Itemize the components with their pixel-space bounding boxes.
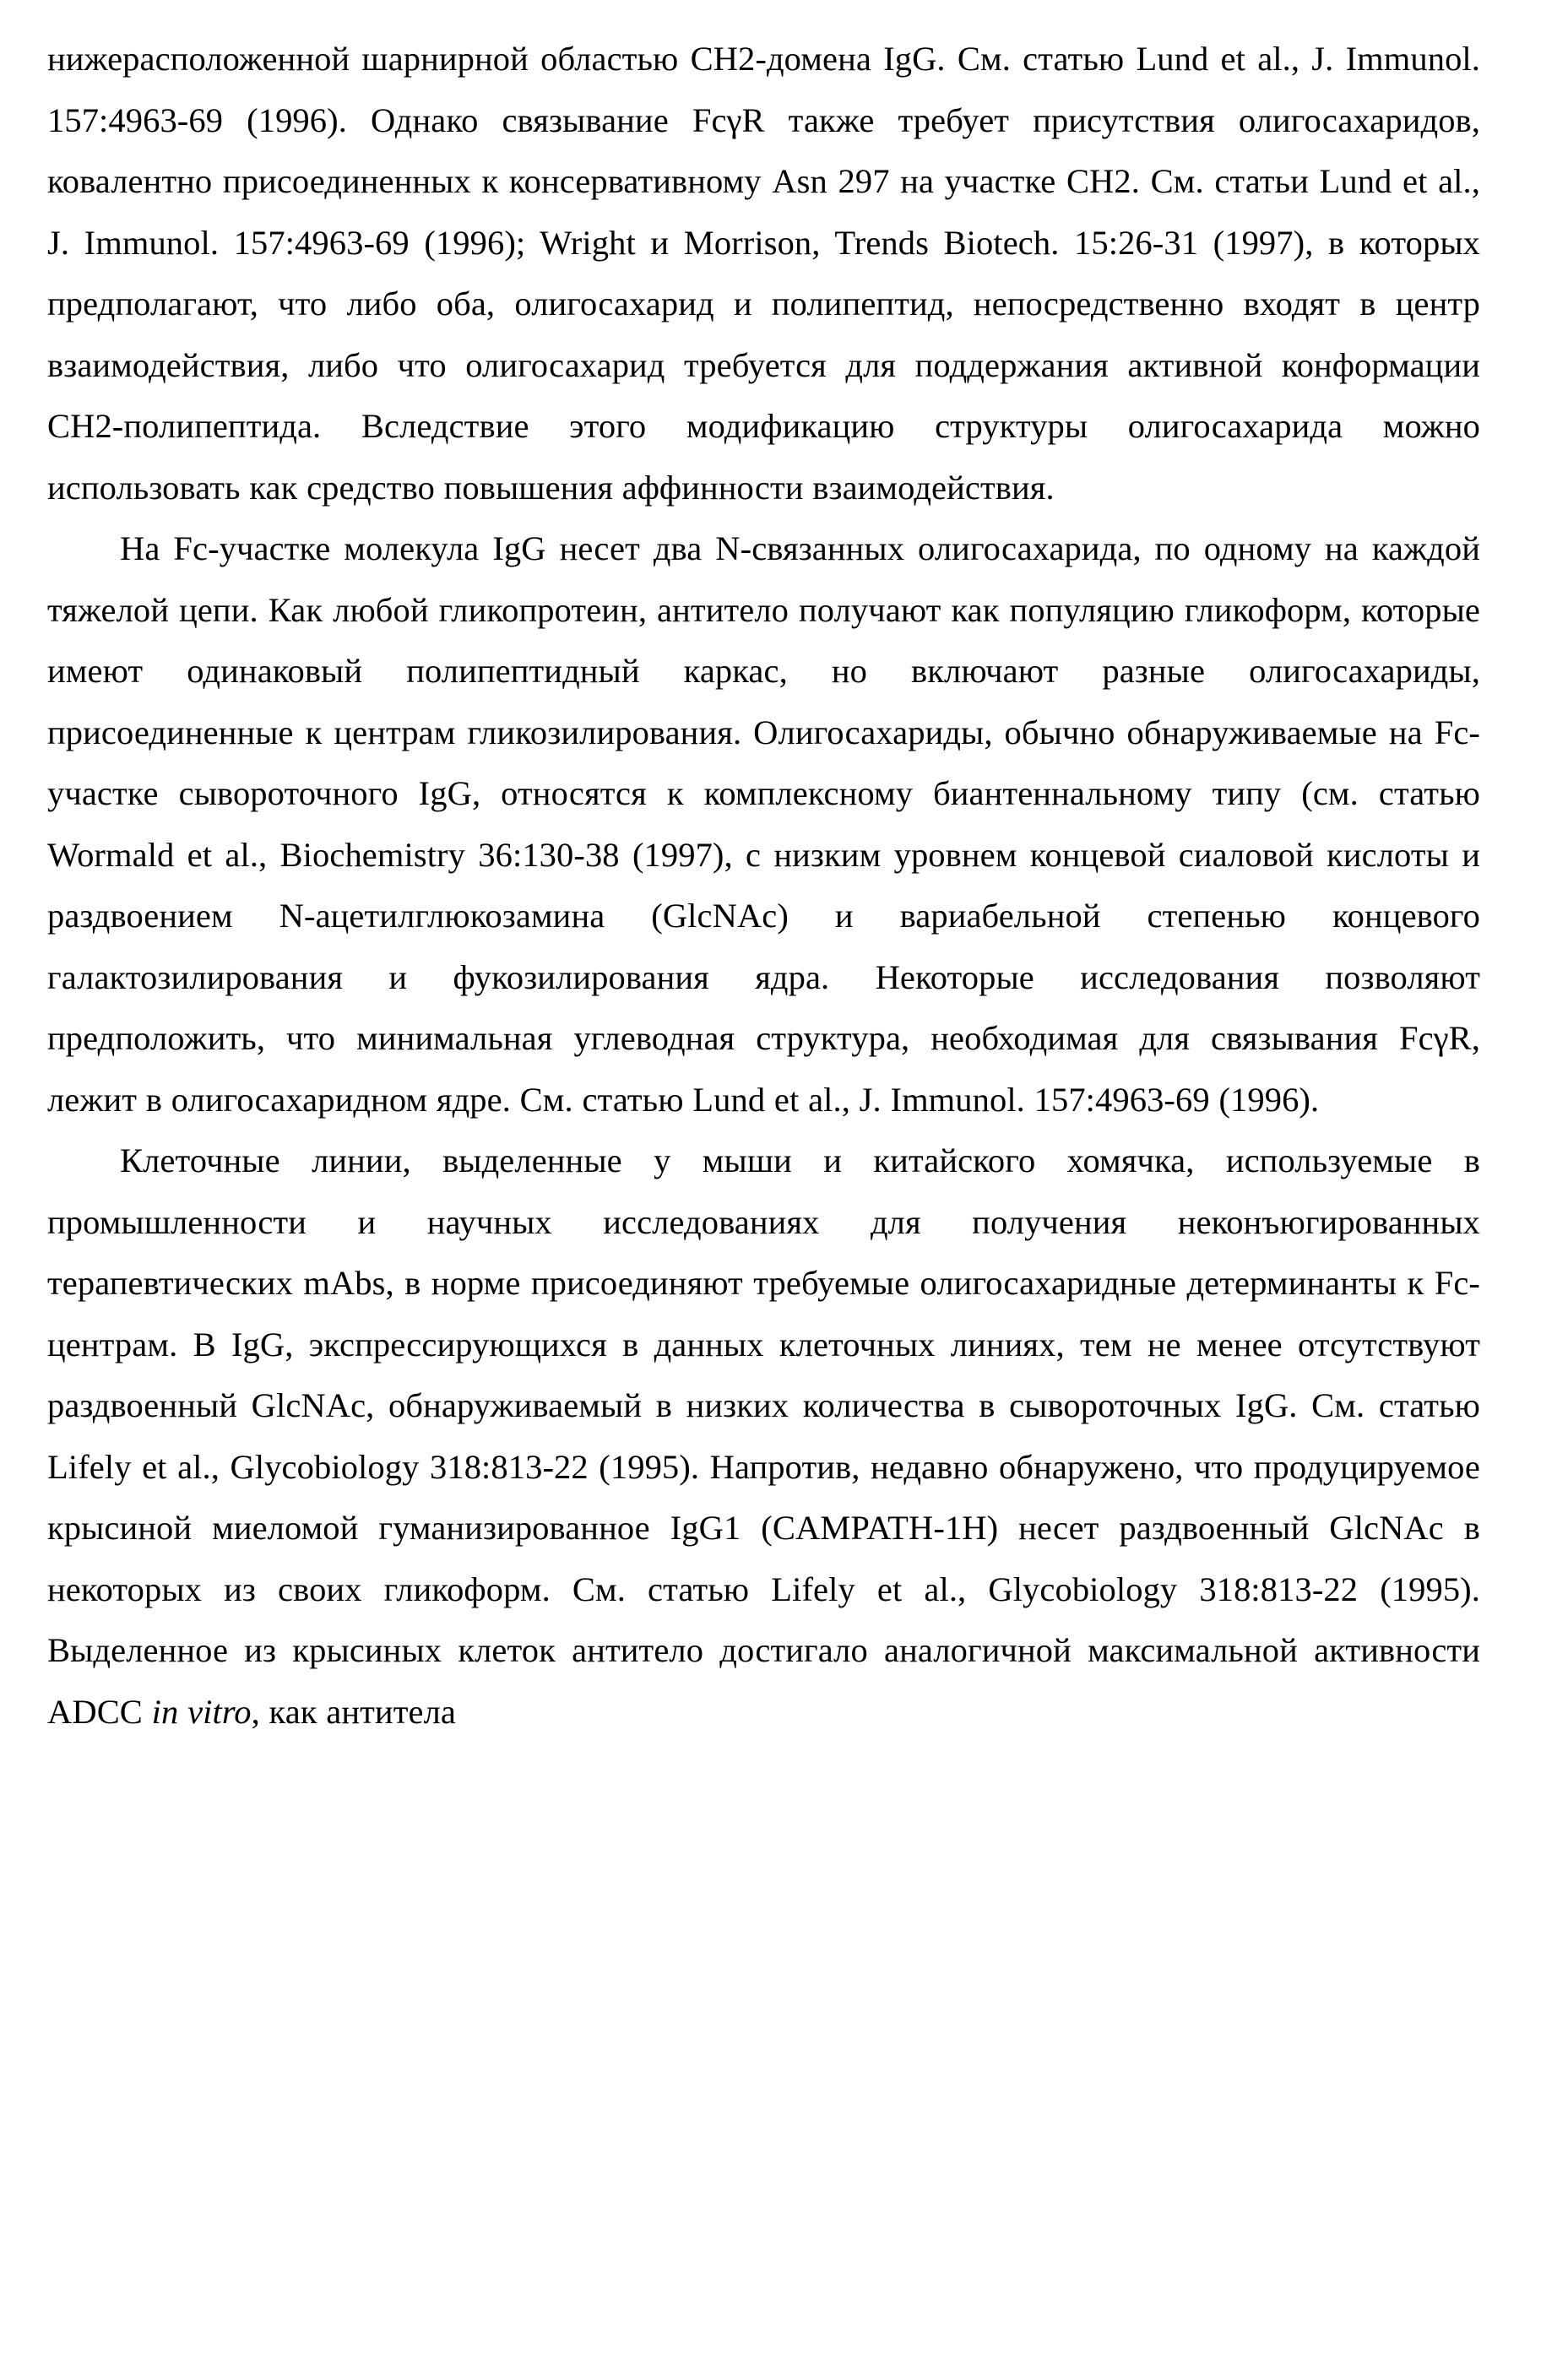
paragraph-3-italic-phrase: in vitro (151, 1692, 252, 1731)
paragraph-3-text-after-italic: , как антитела (251, 1692, 456, 1731)
paragraph-2: На Fc-участке молекула IgG несет два N-связанных олигосахарида, по одному на каждой тяжелой цепи. Как любой гликопротеин, антитело получают как популяцию гликоформ, которые имеют одинаковый полипептидный каркас, но включают разные олигосахариды, присоединенные к центрам гликозилирования. Олигосахариды, обычно обнаруживаемые на Fc-участке сывороточного IgG, относятся к комплексному биантеннальному типу (см. статью Wormald et al., Biochemistry 36:130-38 (1997), с низким уровнем концевой сиаловой кислоты и раздвоением N-ацетилглюкозамина (GlcNAc) и вариабельной степенью концевого галактозилирования и фукозилирования ядра. Некоторые исследования позволяют предположить, что минимальная углеводная структура, необходимая для связывания FcγR, лежит в олигосахаридном ядре. См. статью Lund et al., J. Immunol. 157:4963-69 (1996). (47, 529, 1480, 1119)
paragraph-3-text-before-italic: Клеточные линии, выделенные у мыши и китайского хомячка, используемые в промышленности и научных исследованиях для получения неконъюгированных терапевтических mAbs, в норме присоединяют требуемые олигосахаридные детерминанты к Fc-центрам. В IgG, экспрессирующихся в данных клеточных линиях, тем не менее отсутствуют раздвоенный GlcNAc, обнаруживаемый в низких количества в сывороточных IgG. См. статью Lifely et al., Glycobiology 318:813-22 (1995). Напротив, недавно обнаружено, что продуцируемое крысиной миеломой гуманизированное IgG1 (CAMPATH-1H) несет раздвоенный GlcNAc в некоторых из своих гликоформ. См. статью Lifely et al., Glycobiology 318:813-22 (1995). Выделенное из крысиных клеток антитело достигало аналогичной максимальной активности ADCC (47, 1141, 1480, 1731)
paragraph-1: нижерасположенной шарнирной областью CH2-домена IgG. См. статью Lund et al., J. Immunol. 157:4963-69 (1996). Однако связывание FcγR также требует присутствия олигосахаридов, ковалентно присоединенных к консервативному Asn 297 на участке CH2. См. статьи Lund et al., J. Immunol. 157:4963-69 (1996); Wright и Morrison, Trends Biotech. 15:26-31 (1997), в которых предполагают, что либо оба, олигосахарид и полипептид, непосредственно входят в центр взаимодействия, либо что олигосахарид требуется для поддержания активной конформации CH2-полипептида. Вследствие этого модификацию структуры олигосахарида можно использовать как средство повышения аффинности взаимодействия. (47, 40, 1480, 507)
paragraph-3 (47, 1130, 1480, 1743)
document-body (47, 29, 1480, 1743)
